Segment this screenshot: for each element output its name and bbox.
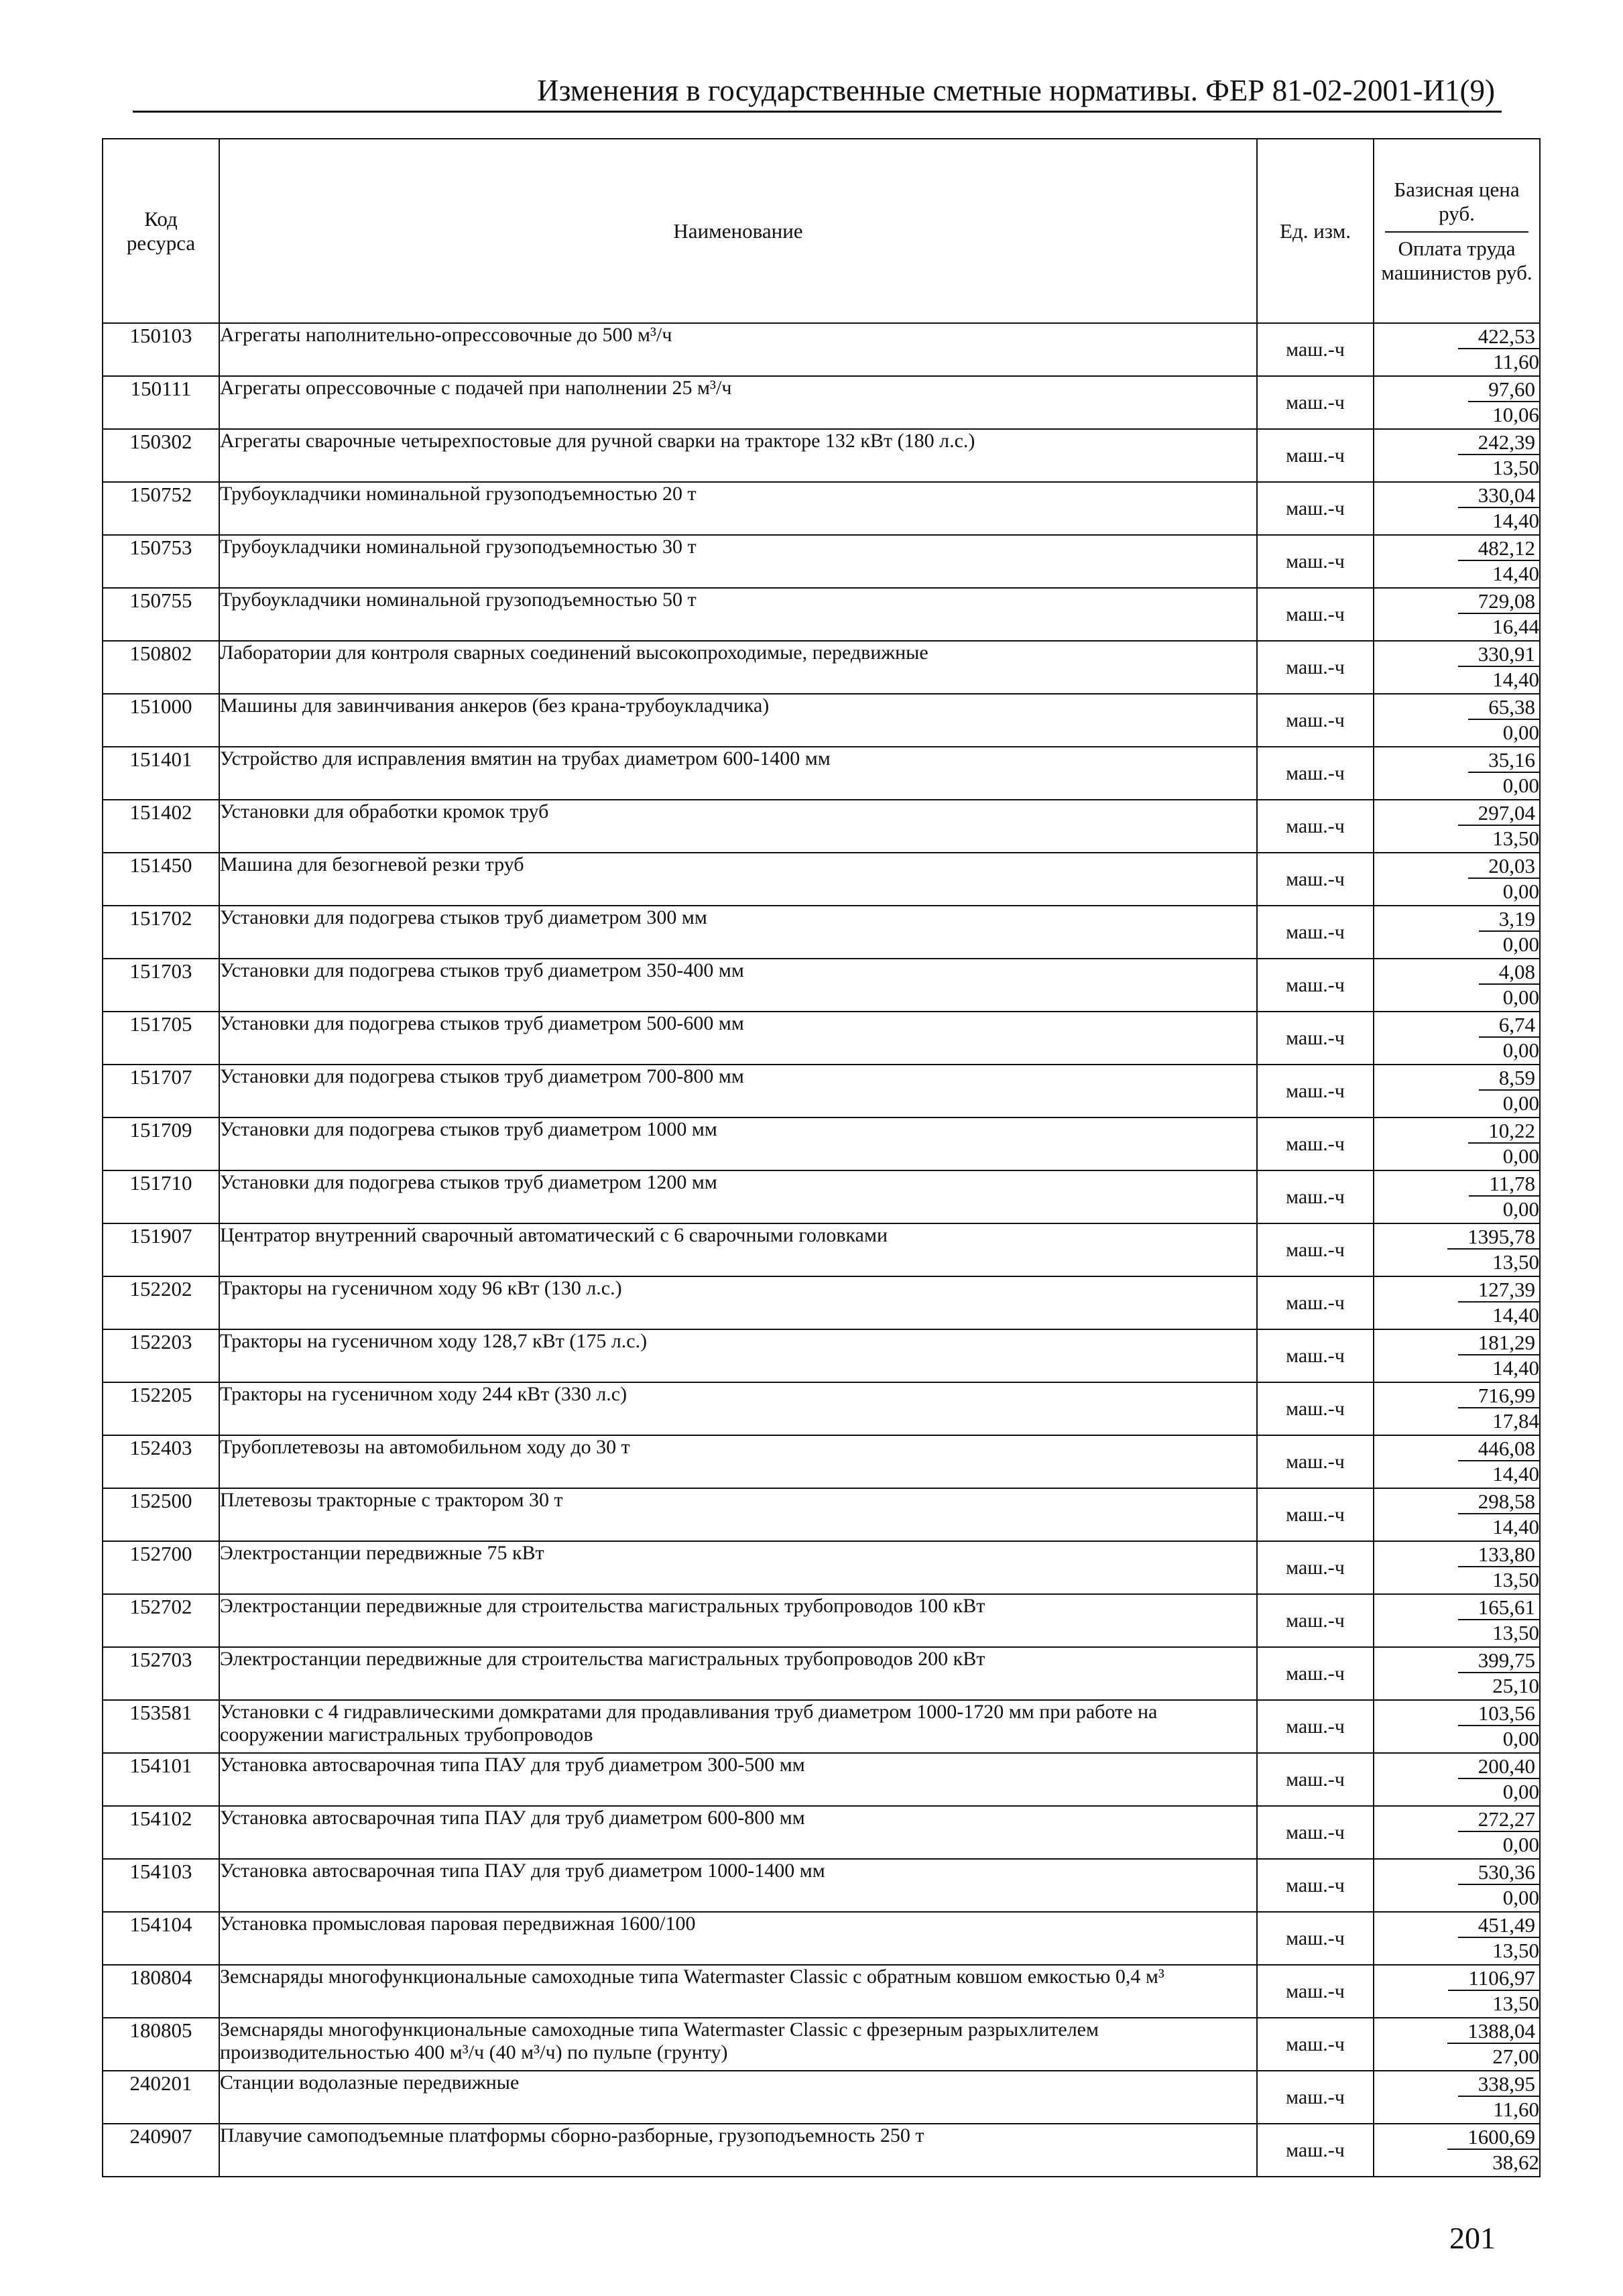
table-row — [103, 800, 1540, 853]
resource-code: 151707 — [103, 1065, 219, 1117]
resource-name: Плетевозы тракторные с трактором 30 т — [219, 1488, 1257, 1541]
resource-name: Машина для безогневой резки труб — [219, 853, 1257, 906]
operator-pay: 16,44 — [1492, 615, 1539, 638]
resource-name: Тракторы на гусеничном ходу 96 кВт (130 л.с.) — [219, 1276, 1257, 1329]
resource-name: Агрегаты наполнительно-опрессовочные до 500 м³/ч — [219, 323, 1257, 376]
table-row — [103, 1647, 1540, 1700]
resource-code: 152702 — [103, 1594, 219, 1647]
resource-unit: маш.-ч — [1257, 853, 1374, 906]
resource-unit: маш.-ч — [1257, 1276, 1374, 1329]
base-price: 1388,04 — [1447, 2019, 1539, 2044]
resource-name: Установка промысловая паровая передвижная 1600/100 — [219, 1912, 1257, 1965]
price-cell — [1374, 800, 1540, 853]
page-header — [133, 68, 1502, 113]
resource-price-table — [102, 138, 1541, 2177]
price-cell — [1374, 959, 1540, 1012]
price-cell — [1374, 2124, 1540, 2177]
price-cell — [1374, 429, 1540, 482]
resource-name: Земснаряды многофункциональные самоходные типа Watermaster Classic с обратным ковшом емкостью 0,4 м³ — [219, 1965, 1257, 2018]
operator-pay: 0,00 — [1502, 721, 1539, 744]
price-cell — [1374, 694, 1540, 747]
resource-name: Установки для обработки кромок труб — [219, 800, 1257, 853]
resource-code: 150802 — [103, 641, 219, 694]
table-row — [103, 906, 1540, 959]
base-price: 6,74 — [1479, 1013, 1539, 1038]
resource-code: 151703 — [103, 959, 219, 1012]
resource-name: Установка автосварочная типа ПАУ для труб диаметром 600-800 мм — [219, 1806, 1257, 1859]
table-row — [103, 535, 1540, 588]
base-price: 4,08 — [1479, 960, 1539, 985]
base-price: 399,75 — [1458, 1648, 1539, 1673]
resource-name: Электростанции передвижные 75 кВт — [219, 1541, 1257, 1594]
resource-unit: маш.-ч — [1257, 1435, 1374, 1488]
resource-name: Установки для подогрева стыков труб диаметром 1200 мм — [219, 1170, 1257, 1223]
price-cell — [1374, 1594, 1540, 1647]
table-header-row — [103, 139, 1540, 323]
resource-code: 154103 — [103, 1859, 219, 1912]
table-row — [103, 1700, 1540, 1753]
resource-code: 150103 — [103, 323, 219, 376]
operator-pay: 14,40 — [1492, 562, 1539, 585]
price-cell — [1374, 1382, 1540, 1435]
resource-code: 150111 — [103, 376, 219, 429]
resource-code: 152403 — [103, 1435, 219, 1488]
resource-code: 180804 — [103, 1965, 219, 2018]
resource-unit: маш.-ч — [1257, 1806, 1374, 1859]
table-row — [103, 1329, 1540, 1382]
resource-code: 152700 — [103, 1541, 219, 1594]
price-cell — [1374, 1541, 1540, 1594]
resource-unit: маш.-ч — [1257, 1117, 1374, 1170]
operator-pay: 17,84 — [1492, 1409, 1539, 1433]
price-cell — [1374, 1753, 1540, 1806]
table-row — [103, 853, 1540, 906]
base-price: 20,03 — [1468, 854, 1539, 879]
operator-pay: 25,10 — [1492, 1674, 1539, 1697]
operator-pay: 13,50 — [1492, 1621, 1539, 1644]
operator-pay: 0,00 — [1502, 880, 1539, 903]
base-price: 200,40 — [1458, 1754, 1539, 1779]
operator-pay: 14,40 — [1492, 1303, 1539, 1327]
col-header-price — [1374, 139, 1540, 323]
col-header-unit: Ед. изм. — [1257, 139, 1374, 323]
base-price: 272,27 — [1458, 1807, 1539, 1832]
base-price: 165,61 — [1458, 1595, 1539, 1620]
price-cell — [1374, 535, 1540, 588]
base-price: 65,38 — [1468, 695, 1539, 720]
operator-pay: 27,00 — [1492, 2045, 1539, 2068]
base-price: 3,19 — [1479, 907, 1539, 932]
price-cell — [1374, 853, 1540, 906]
operator-pay: 13,50 — [1492, 1250, 1539, 1274]
resource-unit: маш.-ч — [1257, 376, 1374, 429]
resource-unit: маш.-ч — [1257, 1382, 1374, 1435]
table-row — [103, 588, 1540, 641]
col-header-base-price: Базисная цена руб. — [1394, 177, 1520, 225]
price-cell — [1374, 1223, 1540, 1276]
price-cell — [1374, 1806, 1540, 1859]
resource-unit: маш.-ч — [1257, 323, 1374, 376]
base-price: 530,36 — [1458, 1860, 1539, 1885]
resource-code: 154104 — [103, 1912, 219, 1965]
price-cell — [1374, 641, 1540, 694]
header-divider — [1385, 231, 1528, 233]
base-price: 1106,97 — [1448, 1966, 1539, 1991]
table-body — [103, 323, 1540, 2177]
resource-unit: маш.-ч — [1257, 1647, 1374, 1700]
operator-pay: 0,00 — [1502, 1038, 1539, 1062]
table-row — [103, 1753, 1540, 1806]
operator-pay: 0,00 — [1502, 985, 1539, 1009]
base-price: 716,99 — [1458, 1384, 1539, 1408]
table-row — [103, 482, 1540, 535]
resource-code: 180805 — [103, 2018, 219, 2071]
resource-name: Трубоукладчики номинальной грузоподъемностью 30 т — [219, 535, 1257, 588]
resource-name: Установки для подогрева стыков труб диаметром 350-400 мм — [219, 959, 1257, 1012]
resource-unit: маш.-ч — [1257, 1223, 1374, 1276]
resource-name: Электростанции передвижные для строительства магистральных трубопроводов 200 кВт — [219, 1647, 1257, 1700]
table-row — [103, 1065, 1540, 1117]
resource-name: Центратор внутренний сварочный автоматический с 6 сварочными головками — [219, 1223, 1257, 1276]
resource-unit: маш.-ч — [1257, 1753, 1374, 1806]
base-price: 482,12 — [1458, 536, 1539, 561]
price-cell — [1374, 2018, 1540, 2071]
table-row — [103, 429, 1540, 482]
base-price: 446,08 — [1458, 1437, 1539, 1461]
resource-code: 152203 — [103, 1329, 219, 1382]
resource-name: Электростанции передвижные для строительства магистральных трубопроводов 100 кВт — [219, 1594, 1257, 1647]
operator-pay: 0,00 — [1502, 1886, 1539, 1909]
table-row — [103, 641, 1540, 694]
resource-unit: маш.-ч — [1257, 1859, 1374, 1912]
operator-pay: 14,40 — [1492, 509, 1539, 532]
resource-unit: маш.-ч — [1257, 535, 1374, 588]
base-price: 133,80 — [1458, 1543, 1539, 1567]
price-cell — [1374, 1965, 1540, 2018]
resource-name: Земснаряды многофункциональные самоходные типа Watermaster Classic с фрезерным разрыхлителем производительностью 400 м³/ч (40 м³/ч) по пульпе (грунту) — [219, 2018, 1257, 2071]
resource-unit: маш.-ч — [1257, 1012, 1374, 1065]
resource-name: Лаборатории для контроля сварных соединений высокопроходимые, передвижные — [219, 641, 1257, 694]
table-row — [103, 2071, 1540, 2124]
resource-unit: маш.-ч — [1257, 1541, 1374, 1594]
resource-code: 151450 — [103, 853, 219, 906]
resource-unit: маш.-ч — [1257, 1488, 1374, 1541]
col-header-name: Наименование — [219, 139, 1257, 323]
base-price: 297,04 — [1458, 801, 1539, 826]
operator-pay: 13,50 — [1492, 1568, 1539, 1591]
price-cell — [1374, 482, 1540, 535]
table-row — [103, 1806, 1540, 1859]
resource-name: Трубоукладчики номинальной грузоподъемностью 20 т — [219, 482, 1257, 535]
operator-pay: 0,00 — [1502, 1780, 1539, 1803]
price-cell — [1374, 1912, 1540, 1965]
resource-code: 151402 — [103, 800, 219, 853]
operator-pay: 13,50 — [1492, 1939, 1539, 1962]
resource-code: 154102 — [103, 1806, 219, 1859]
resource-unit: маш.-ч — [1257, 800, 1374, 853]
price-cell — [1374, 906, 1540, 959]
table-row — [103, 2018, 1540, 2071]
resource-unit: маш.-ч — [1257, 482, 1374, 535]
operator-pay: 11,60 — [1493, 2098, 1539, 2121]
table-row — [103, 694, 1540, 747]
table-row — [103, 1594, 1540, 1647]
base-price: 35,16 — [1468, 748, 1539, 773]
resource-code: 240201 — [103, 2071, 219, 2124]
base-price: 127,39 — [1458, 1278, 1539, 1303]
resource-code: 151710 — [103, 1170, 219, 1223]
resource-unit: маш.-ч — [1257, 747, 1374, 800]
resource-code: 153581 — [103, 1700, 219, 1753]
table-row — [103, 323, 1540, 376]
resource-unit: маш.-ч — [1257, 1170, 1374, 1223]
resource-unit: маш.-ч — [1257, 641, 1374, 694]
resource-unit: маш.-ч — [1257, 429, 1374, 482]
resource-name: Тракторы на гусеничном ходу 244 кВт (330 л.с) — [219, 1382, 1257, 1435]
resource-code: 151401 — [103, 747, 219, 800]
base-price: 11,78 — [1469, 1172, 1539, 1197]
operator-pay: 10,06 — [1492, 403, 1539, 426]
resource-code: 152500 — [103, 1488, 219, 1541]
table-row — [103, 1912, 1540, 1965]
base-price: 330,91 — [1458, 642, 1539, 667]
resource-name: Установка автосварочная типа ПАУ для труб диаметром 300-500 мм — [219, 1753, 1257, 1806]
resource-unit: маш.-ч — [1257, 1700, 1374, 1753]
base-price: 298,58 — [1458, 1490, 1539, 1514]
resource-code: 150755 — [103, 588, 219, 641]
operator-pay: 0,00 — [1502, 1197, 1539, 1221]
price-cell — [1374, 1435, 1540, 1488]
operator-pay: 14,40 — [1492, 668, 1539, 691]
resource-code: 151709 — [103, 1117, 219, 1170]
resource-name: Установки для подогрева стыков труб диаметром 500-600 мм — [219, 1012, 1257, 1065]
base-price: 338,95 — [1458, 2072, 1539, 2097]
base-price: 1395,78 — [1447, 1225, 1539, 1250]
price-cell — [1374, 1329, 1540, 1382]
resource-name: Установки с 4 гидравлическими домкратами для продавливания труб диаметром 1000-1720 мм при работе на сооружении магистральных трубопроводов — [219, 1700, 1257, 1753]
base-price: 330,04 — [1458, 483, 1539, 508]
table-row — [103, 1488, 1540, 1541]
base-price: 1600,69 — [1447, 2125, 1539, 2150]
operator-pay: 13,50 — [1492, 827, 1539, 850]
table-row — [103, 747, 1540, 800]
col-header-code: Код ресурса — [103, 139, 219, 323]
operator-pay: 0,00 — [1502, 1833, 1539, 1856]
table-row — [103, 376, 1540, 429]
operator-pay: 13,50 — [1492, 456, 1539, 479]
price-cell — [1374, 1276, 1540, 1329]
operator-pay: 0,00 — [1502, 774, 1539, 797]
resource-code: 240907 — [103, 2124, 219, 2177]
base-price: 10,22 — [1468, 1119, 1539, 1144]
resource-unit: маш.-ч — [1257, 959, 1374, 1012]
resource-code: 151000 — [103, 694, 219, 747]
resource-name: Трубоукладчики номинальной грузоподъемностью 50 т — [219, 588, 1257, 641]
table-row — [103, 959, 1540, 1012]
resource-name: Установка автосварочная типа ПАУ для труб диаметром 1000-1400 мм — [219, 1859, 1257, 1912]
price-cell — [1374, 323, 1540, 376]
resource-unit: маш.-ч — [1257, 1912, 1374, 1965]
table-row — [103, 1859, 1540, 1912]
base-price: 242,39 — [1458, 430, 1539, 455]
base-price: 97,60 — [1468, 377, 1539, 402]
price-cell — [1374, 1488, 1540, 1541]
table-row — [103, 1170, 1540, 1223]
price-cell — [1374, 2071, 1540, 2124]
resource-name: Установки для подогрева стыков труб диаметром 300 мм — [219, 906, 1257, 959]
operator-pay: 14,40 — [1492, 1462, 1539, 1486]
price-cell — [1374, 747, 1540, 800]
base-price: 451,49 — [1458, 1913, 1539, 1938]
base-price: 103,56 — [1458, 1701, 1539, 1726]
table-row — [103, 1223, 1540, 1276]
resource-name: Станции водолазные передвижные — [219, 2071, 1257, 2124]
operator-pay: 0,00 — [1502, 932, 1539, 956]
price-cell — [1374, 1170, 1540, 1223]
resource-unit: маш.-ч — [1257, 2018, 1374, 2071]
resource-unit: маш.-ч — [1257, 1594, 1374, 1647]
table-row — [103, 1382, 1540, 1435]
resource-unit: маш.-ч — [1257, 1329, 1374, 1382]
resource-name: Тракторы на гусеничном ходу 128,7 кВт (175 л.с.) — [219, 1329, 1257, 1382]
table-row — [103, 1012, 1540, 1065]
price-cell — [1374, 588, 1540, 641]
operator-pay: 11,60 — [1493, 350, 1539, 373]
resource-name: Плавучие самоподъемные платформы сборно-разборные, грузоподъемность 250 т — [219, 2124, 1257, 2177]
resource-unit: маш.-ч — [1257, 694, 1374, 747]
table-row — [103, 2124, 1540, 2177]
table-row — [103, 1276, 1540, 1329]
operator-pay: 0,00 — [1502, 1144, 1539, 1168]
operator-pay: 13,50 — [1492, 1992, 1539, 2015]
price-cell — [1374, 1647, 1540, 1700]
table-row — [103, 1435, 1540, 1488]
resource-code: 152205 — [103, 1382, 219, 1435]
page-number: 201 — [1449, 2221, 1496, 2255]
resource-code: 152202 — [103, 1276, 219, 1329]
operator-pay: 14,40 — [1492, 1515, 1539, 1538]
base-price: 729,08 — [1458, 589, 1539, 614]
resource-unit: маш.-ч — [1257, 1965, 1374, 2018]
resource-name: Агрегаты опрессовочные с подачей при наполнении 25 м³/ч — [219, 376, 1257, 429]
resource-unit: маш.-ч — [1257, 2124, 1374, 2177]
base-price: 8,59 — [1479, 1066, 1539, 1091]
price-cell — [1374, 1065, 1540, 1117]
table-row — [103, 1117, 1540, 1170]
resource-unit: маш.-ч — [1257, 2071, 1374, 2124]
operator-pay: 38,62 — [1492, 2151, 1539, 2174]
price-cell — [1374, 1859, 1540, 1912]
base-price: 422,53 — [1458, 324, 1539, 349]
table-row — [103, 1965, 1540, 2018]
col-header-operator-pay: Оплата труда машинистов руб. — [1381, 236, 1532, 284]
resource-name: Агрегаты сварочные четырехпостовые для ручной сварки на тракторе 132 кВт (180 л.с.) — [219, 429, 1257, 482]
resource-code: 152703 — [103, 1647, 219, 1700]
resource-name: Установки для подогрева стыков труб диаметром 1000 мм — [219, 1117, 1257, 1170]
resource-code: 151907 — [103, 1223, 219, 1276]
resource-unit: маш.-ч — [1257, 588, 1374, 641]
base-price: 181,29 — [1458, 1331, 1539, 1355]
resource-code: 151702 — [103, 906, 219, 959]
resource-code: 154101 — [103, 1753, 219, 1806]
resource-name: Устройство для исправления вмятин на трубах диаметром 600-1400 мм — [219, 747, 1257, 800]
resource-name: Установки для подогрева стыков труб диаметром 700-800 мм — [219, 1065, 1257, 1117]
table-row — [103, 1541, 1540, 1594]
resource-code: 150753 — [103, 535, 219, 588]
price-cell — [1374, 1117, 1540, 1170]
resource-code: 150752 — [103, 482, 219, 535]
resource-unit: маш.-ч — [1257, 1065, 1374, 1117]
resource-code: 151705 — [103, 1012, 219, 1065]
operator-pay: 0,00 — [1502, 1727, 1539, 1750]
price-cell — [1374, 1012, 1540, 1065]
operator-pay: 14,40 — [1492, 1356, 1539, 1380]
price-cell — [1374, 376, 1540, 429]
document-title: Изменения в государственные сметные нормативы. ФЕР 81-02-2001-И1(9) — [537, 74, 1495, 107]
resource-unit: маш.-ч — [1257, 906, 1374, 959]
operator-pay: 0,00 — [1502, 1091, 1539, 1115]
resource-name: Машины для завинчивания анкеров (без крана-трубоукладчика) — [219, 694, 1257, 747]
price-cell — [1374, 1700, 1540, 1753]
resource-code: 150302 — [103, 429, 219, 482]
resource-name: Трубоплетевозы на автомобильном ходу до 30 т — [219, 1435, 1257, 1488]
